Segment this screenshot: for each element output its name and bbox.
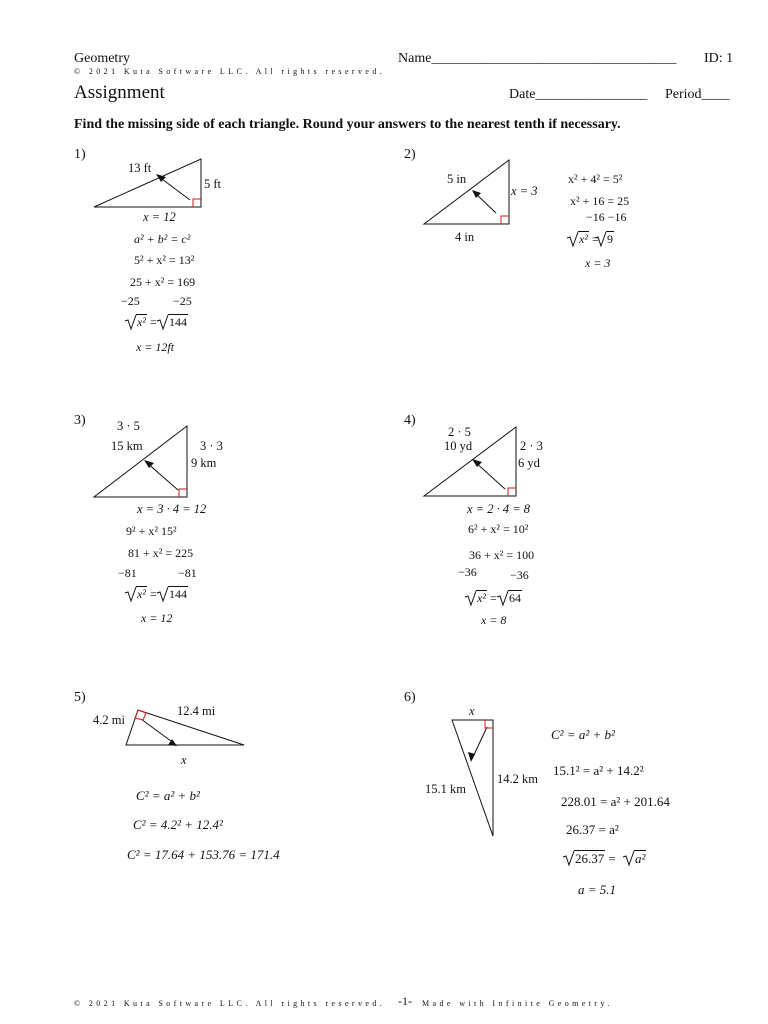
- triangle-2: [424, 160, 509, 224]
- factor-label: 2 · 3: [520, 439, 543, 453]
- work-line: x² + 4² = 5²: [568, 172, 623, 186]
- base-label: 4 in: [455, 230, 475, 244]
- work-line: −81: [178, 566, 197, 580]
- sqrt-expression: x² =: [137, 587, 157, 601]
- radicand: 144: [169, 587, 187, 601]
- triangle-6: [452, 720, 493, 836]
- sqrt-sign: [125, 587, 136, 601]
- radicand: x²: [579, 232, 588, 246]
- instructions: Find the missing side of each triangle. Round your answers to the nearest tenth if necessary.: [74, 117, 621, 132]
- work-line: 36 + x² = 100: [469, 548, 535, 562]
- name-field: Name___________________________________: [398, 51, 677, 66]
- radicand: a²: [635, 851, 646, 866]
- base-label: x = 12: [143, 210, 176, 224]
- work-line: 26.37 = a²: [566, 822, 619, 837]
- problem-number: 1): [74, 147, 86, 162]
- work-line: 9² + x² 15²: [126, 524, 177, 538]
- footer-copyright: © 2021 Kuta Software LLC. All rights reserved.: [74, 999, 386, 1008]
- radicand: 9: [607, 232, 613, 246]
- answer: a = 5.1: [578, 882, 617, 897]
- sqrt-sign: [563, 851, 574, 865]
- sqrt-expression: 26.37 =: [575, 851, 616, 866]
- arrowhead-4: [472, 459, 482, 467]
- header-copyright: © 2021 Kuta Software LLC. All rights reserved.: [74, 67, 386, 76]
- work-line: −25: [121, 294, 140, 308]
- work-line: 228.01 = a² + 201.64: [561, 794, 670, 809]
- sqrt-expression: x² =: [579, 232, 599, 246]
- work-line: −81: [118, 566, 137, 580]
- right-angle-marker-5: [135, 710, 146, 720]
- triangle-3: [94, 426, 187, 497]
- sqrt-sign: [567, 232, 578, 246]
- arrow-3: [146, 462, 178, 490]
- work-line: 25 + x² = 169: [130, 275, 196, 289]
- arrowhead-3: [144, 460, 154, 468]
- sqrt-sign: [157, 315, 168, 329]
- factor-label: 3 · 3: [200, 439, 223, 453]
- work-line: x² + 16 = 25: [570, 194, 630, 208]
- answer: x = 12: [141, 611, 173, 625]
- date-field: Date________________: [509, 87, 648, 102]
- work-line: −16 −16: [586, 210, 627, 224]
- right-angle-marker-4: [508, 488, 516, 496]
- problem-number: 2): [404, 147, 416, 162]
- sqrt-expression: x² =: [137, 315, 157, 329]
- problem-number: 4): [404, 413, 416, 428]
- factor-label: 3 · 5: [117, 419, 140, 433]
- sqrt-expression: [168, 315, 188, 330]
- sqrt-expression: [168, 587, 188, 602]
- radicand: x²: [137, 315, 146, 329]
- hypotenuse-label: 15 km: [111, 439, 143, 453]
- answer: x = 12ft: [136, 340, 175, 354]
- answer: x = 8: [481, 613, 507, 627]
- hypotenuse-label: 10 yd: [444, 439, 473, 453]
- sqrt-sign: [465, 591, 476, 605]
- top-label: x: [469, 704, 475, 718]
- radicand: 144: [169, 315, 187, 329]
- sqrt-expression: [634, 851, 646, 867]
- leg-label: x = 3: [511, 184, 538, 198]
- arrow-5: [141, 719, 175, 744]
- work-line: −36: [510, 568, 529, 582]
- work-line: −25: [173, 294, 192, 308]
- problem-number: 6): [404, 690, 416, 705]
- answer: x = 3: [585, 256, 611, 270]
- worksheet-id: ID: 1: [704, 51, 734, 66]
- leg-label: 6 yd: [518, 456, 540, 470]
- page-number: -1-: [398, 994, 412, 1008]
- work-line: 81 + x² = 225: [128, 546, 194, 560]
- hypotenuse-label: 5 in: [447, 172, 467, 186]
- work-line: C² = a² + b²: [136, 788, 200, 803]
- sqrt-sign: [125, 315, 136, 329]
- work-line: 6² + x² = 10²: [468, 522, 529, 536]
- base-label: x = 3 · 4 = 12: [137, 502, 207, 516]
- radicand: x²: [477, 591, 486, 605]
- radicand: x²: [137, 587, 146, 601]
- leg-label-2: 12.4 mi: [177, 704, 216, 718]
- leg-label: 4.2 mi: [93, 713, 125, 727]
- right-angle-marker-1: [193, 199, 201, 207]
- leg-label: 14.2 km: [497, 772, 538, 786]
- sqrt-sign: [623, 851, 634, 865]
- radicand: 64: [509, 591, 521, 605]
- work-line: 15.1² = a² + 14.2²: [553, 763, 644, 778]
- problem-number: 5): [74, 690, 86, 705]
- arrowhead-6: [468, 752, 475, 762]
- period-field: Period____: [665, 87, 730, 102]
- leg-label: 5 ft: [204, 177, 222, 191]
- base-label: x = 2 · 4 = 8: [467, 502, 531, 516]
- work-line: C² = a² + b²: [551, 727, 615, 742]
- work-line: −36: [458, 565, 477, 579]
- problem-number: 3): [74, 413, 86, 428]
- sqrt-sign: [157, 587, 168, 601]
- hypotenuse-label: 13 ft: [128, 161, 152, 175]
- work-line: 5² + x² = 13²: [134, 253, 195, 267]
- right-angle-marker-6: [485, 720, 493, 728]
- factor-label: 2 · 5: [448, 425, 471, 439]
- sqrt-sign: [497, 591, 508, 605]
- course-name: Geometry: [74, 51, 130, 66]
- sqrt-expression: [606, 232, 614, 247]
- footer-made-with: Made with Infinite Geometry.: [422, 999, 613, 1008]
- work-line: C² = 17.64 + 153.76 = 171.4: [127, 847, 280, 862]
- sqrt-expression: [508, 591, 522, 606]
- right-angle-marker-2: [501, 216, 509, 224]
- right-angle-marker-3: [179, 489, 187, 497]
- leg-label: 9 km: [191, 456, 217, 470]
- sqrt-expression: x² =: [477, 591, 497, 605]
- radicand: 26.37: [575, 851, 605, 866]
- hypotenuse-label: 15.1 km: [425, 782, 466, 796]
- page-title: Assignment: [74, 82, 165, 103]
- work-line: a² + b² = c²: [134, 232, 191, 246]
- base-label: x: [181, 753, 187, 767]
- work-line: C² = 4.2² + 12.4²: [133, 817, 223, 832]
